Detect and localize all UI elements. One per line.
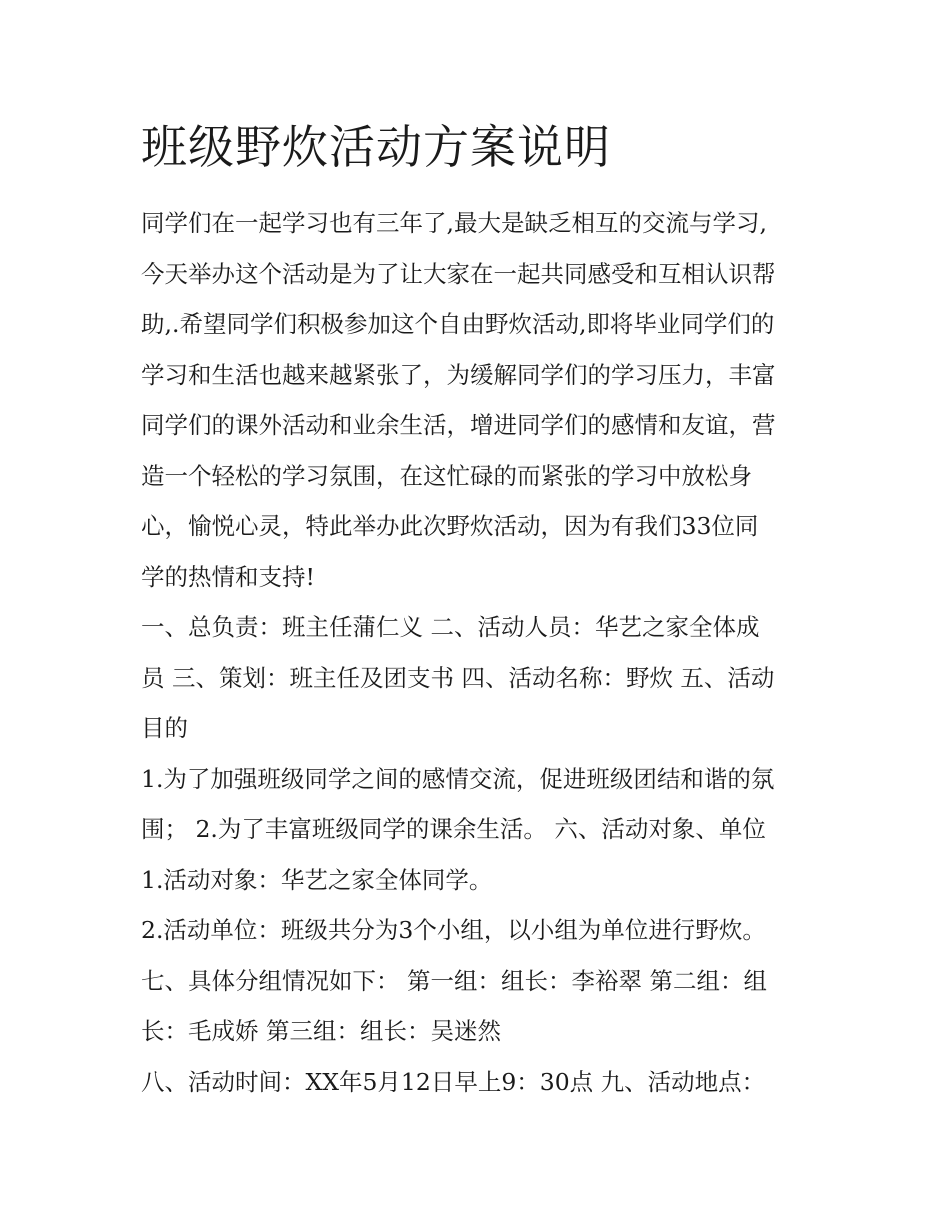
body-line: 学习和生活也越来越紧张了，为缓解同学们的学习压力，丰富 bbox=[141, 360, 776, 389]
body-line: 同学们在一起学习也有三年了,最大是缺乏相互的交流与学习, bbox=[141, 209, 767, 237]
body-line: 员 三、策划：班主任及团支书 四、活动名称：野炊 五、活动 bbox=[141, 663, 775, 692]
body-line: 一、总负责：班主任蒲仁义 二、活动人员：华艺之家全体成 bbox=[141, 613, 760, 641]
document-page bbox=[141, 110, 821, 1107]
body-line: 1.为了加强班级同学之间的感情交流，促进班级团结和谐的氛 bbox=[141, 764, 775, 793]
body-line: 助,.希望同学们积极参加这个自由野炊活动,即将毕业同学们的 bbox=[141, 310, 775, 338]
body-line: 心，愉悦心灵，特此举办此次野炊活动，因为有我们33位同 bbox=[141, 512, 759, 540]
body-line: 同学们的课外活动和业余生活，增进同学们的感情和友谊，营 bbox=[141, 411, 776, 439]
document-body bbox=[141, 198, 821, 1107]
body-line: 造一个轻松的学习氛围，在这忙碌的而紧张的学习中放松身 bbox=[141, 461, 752, 490]
body-line: 长：毛成娇 第三组：组长：吴迷然 bbox=[141, 1017, 501, 1045]
body-line: 目的 bbox=[141, 714, 188, 742]
body-line: 今天举办这个活动是为了让大家在一起共同感受和互相认识帮 bbox=[141, 259, 776, 288]
body-line: 学的热情和支持! bbox=[141, 562, 315, 591]
body-line: 2.活动单位：班级共分为3个小组，以小组为单位进行野炊。 bbox=[141, 916, 766, 944]
body-line: 1.活动对象：华艺之家全体同学。 bbox=[141, 865, 493, 894]
document-title: 班级野炊活动方案说明 bbox=[141, 120, 611, 174]
body-line: 围； 2.为了丰富班级同学的课余生活。 六、活动对象、单位 bbox=[141, 815, 766, 843]
body-line: 七、具体分组情况如下： 第一组：组长：李裕翠 第二组：组 bbox=[141, 966, 767, 995]
body-line: 八、活动时间：XX年5月12日早上9：30点 九、活动地点： bbox=[141, 1067, 766, 1096]
